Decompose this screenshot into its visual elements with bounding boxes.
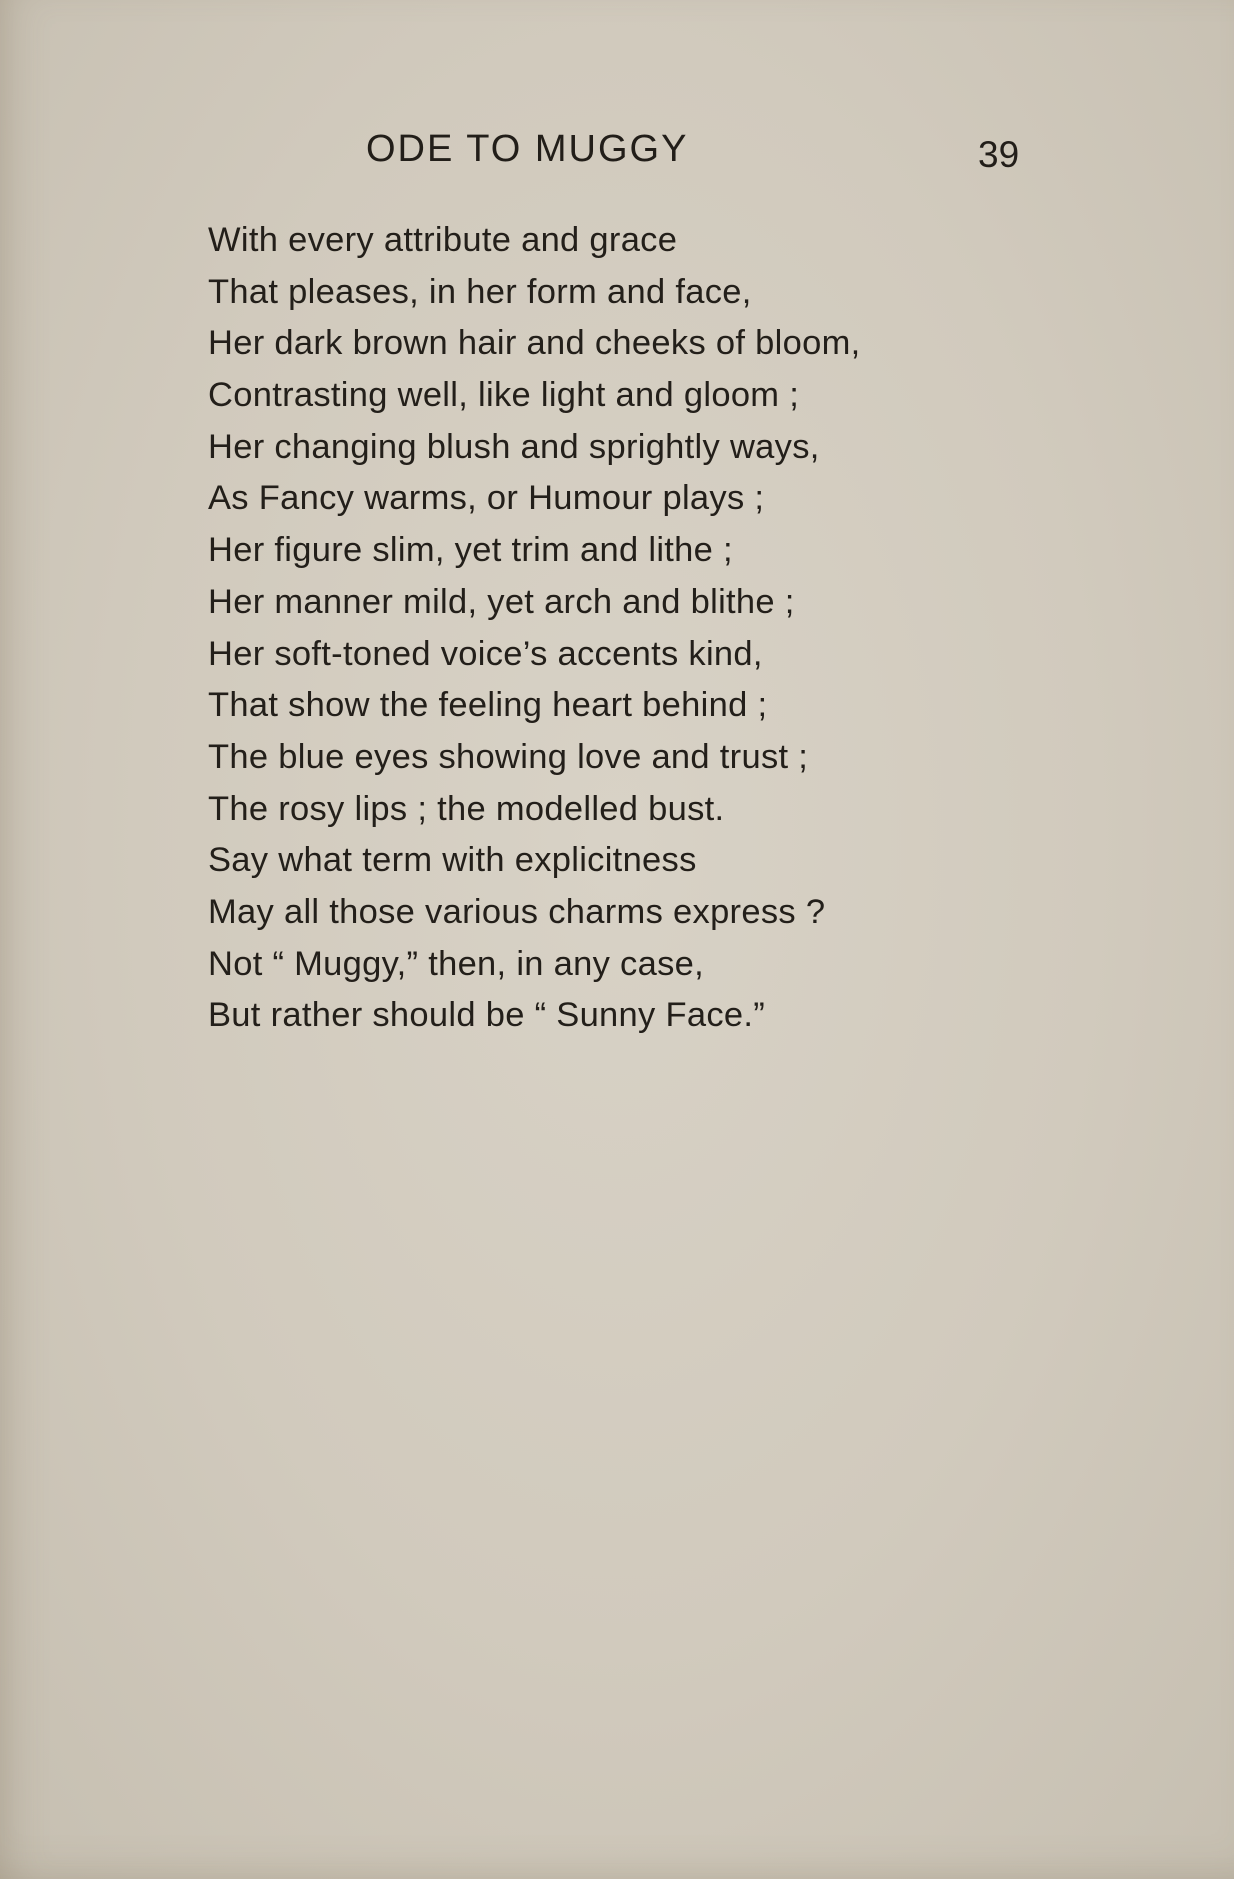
poem-line: With every attribute and grace <box>208 221 678 259</box>
poem-line: Her manner mild, yet arch and blithe ; <box>208 582 795 621</box>
poem-line: Her changing blush and sprightly ways, <box>208 427 820 466</box>
poem-line: Not “ Muggy,” then, in any case, <box>208 944 705 983</box>
poem-line: The rosy lips ; the modelled bust. <box>208 789 725 828</box>
poem-line: But rather should be “ Sunny Face.” <box>208 996 766 1035</box>
poem-line: Her dark brown hair and cheeks of bloom, <box>208 324 861 363</box>
poem-line: That show the feeling heart behind ; <box>208 686 768 725</box>
poem-line: That pleases, in her form and face, <box>208 272 752 311</box>
poem-line: The blue eyes showing love and trust ; <box>208 737 809 776</box>
poem-line: As Fancy warms, or Humour plays ; <box>208 479 765 518</box>
poem-body <box>208 215 1028 1042</box>
poem-line: Her soft-toned voice’s accents kind, <box>208 634 763 673</box>
running-head: ODE TO MUGGY <box>366 128 689 170</box>
poem-line: May all those various charms express ? <box>208 892 826 931</box>
page-number: 39 <box>978 134 1020 175</box>
poem-line: Say what term with explicitness <box>208 841 697 880</box>
poem-line: Contrasting well, like light and gloom ; <box>208 376 800 415</box>
poem-line: Her figure slim, yet trim and lithe ; <box>208 531 733 570</box>
